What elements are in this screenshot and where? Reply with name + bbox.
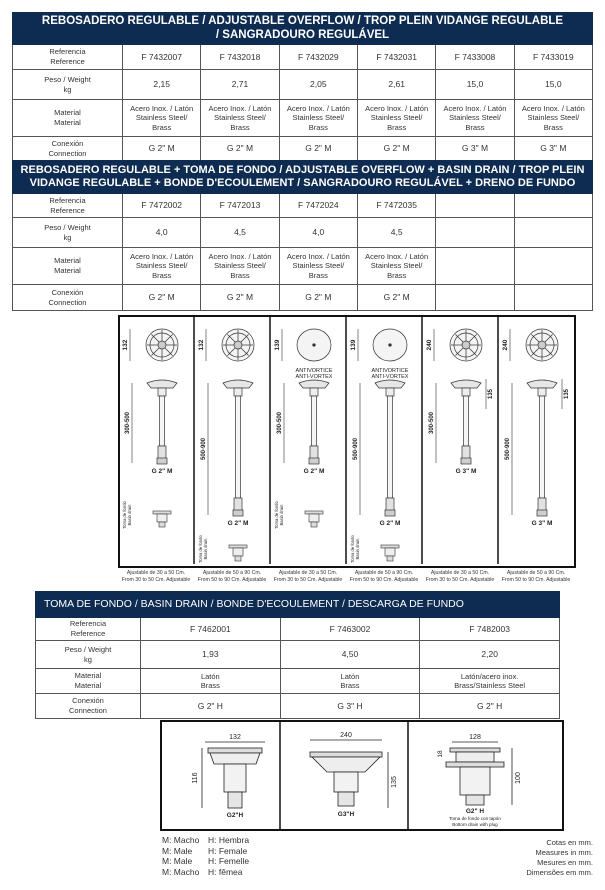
drain-3-side-dim: 100 (515, 772, 522, 784)
grate-hub (462, 341, 470, 349)
side-view (223, 380, 253, 516)
length-label: 300-500 (125, 411, 131, 435)
connection-row (36, 694, 560, 719)
drain-2-top-dim: 240 (340, 732, 352, 739)
drain-body (456, 752, 494, 762)
overflow-spec-table (12, 12, 593, 161)
empty-cell (514, 248, 592, 285)
drain-outlet (311, 522, 317, 527)
drain-neck (224, 764, 246, 792)
legend-row: M: Male H: Female (162, 845, 248, 856)
top-view (373, 329, 407, 361)
drain-neck (157, 514, 167, 522)
connection-cell: G 2" M (279, 137, 357, 161)
material-cell: Latón Brass (280, 669, 420, 694)
connection-cell: G 2" M (357, 285, 435, 311)
reference-cell: F 7472002 (123, 194, 201, 218)
weight-label: Peso / Weight kg (13, 70, 123, 100)
overflow-tube (160, 396, 165, 446)
reference-cell: F 7432018 (201, 45, 279, 70)
connection-label: Conexión Connection (36, 694, 141, 719)
connection-cell: G 3" H (280, 694, 420, 719)
center-dot (313, 344, 316, 347)
connection-cell: G 3" M (436, 137, 514, 161)
drain-neck (309, 514, 319, 522)
overflow-head (375, 380, 405, 388)
overflow-head (527, 380, 557, 388)
material-label: Material Material (13, 100, 123, 137)
weight-row (13, 70, 593, 100)
connection-label: G 2" M (151, 468, 173, 475)
threaded-end (157, 458, 167, 464)
side-dim-label: 135 (564, 388, 570, 400)
drain-1-top-dim: 132 (229, 734, 241, 741)
overflow-collar (234, 388, 242, 396)
drain-grate (450, 748, 500, 752)
weight-cell: 1,93 (141, 641, 281, 669)
connection-label: G 2" M (379, 520, 401, 527)
drain-1-side-dim: 116 (192, 772, 199, 784)
diameter-label: 240 (502, 339, 509, 351)
empty-cell (436, 285, 514, 311)
basin-drain-sketch (305, 511, 323, 527)
drain-grate (310, 752, 382, 757)
length-label: 500-900 (201, 437, 207, 461)
empty-cell (514, 194, 592, 218)
legend-row: M: Male H: Femelle (162, 856, 250, 866)
material-cell: Acero Inox. / Latón Stainless Steel/ Brass (514, 100, 592, 137)
overflow-tube (464, 396, 469, 446)
overflow-panel-5 (422, 315, 494, 564)
material-row (13, 248, 593, 285)
empty-cell (436, 194, 514, 218)
drain-body (312, 757, 380, 772)
overflow-head (147, 380, 177, 388)
material-cell: Acero Inox. / Latón Stainless Steel/ Brass (201, 100, 279, 137)
threaded-end (385, 510, 395, 516)
drain-neck (233, 548, 243, 556)
connection-label: G 2" M (303, 468, 325, 475)
drain-2-connection: G3"H (337, 811, 355, 818)
reference-row (13, 45, 593, 70)
connection-cell: G 2" H (420, 694, 560, 719)
overflow-technical-drawings (118, 315, 576, 568)
empty-cell (514, 285, 592, 311)
material-cell: Acero Inox. / Latón Stainless Steel/ Brass (436, 100, 514, 137)
reference-label: Referencia Reference (36, 618, 141, 641)
title-line-2: / SANGRADOURO REGULÁVEL (215, 28, 390, 41)
length-label: 500-900 (505, 437, 511, 461)
drain-1-drawing (202, 742, 265, 808)
reference-cell: F 7482003 (420, 618, 560, 641)
basin-drain-sketch (381, 545, 399, 561)
drain-flange (305, 511, 323, 514)
drain-label: Basin drain (355, 538, 360, 560)
diameter-label: 132 (122, 339, 129, 351)
weight-cell: 2,20 (420, 641, 560, 669)
adjustment-caption: Ajustable de 30 a 50 Cm. From 30 to 50 Cm. Adjustable (273, 570, 343, 583)
empty-cell (436, 248, 514, 285)
drain-plug (466, 795, 484, 805)
connection-legend (162, 835, 254, 877)
connection-cell: G 2" M (201, 285, 279, 311)
drain-grate (208, 748, 262, 753)
connection-cell: G 3" M (514, 137, 592, 161)
adjustment-caption: Ajustable de 30 a 50 Cm. From 30 to 50 Cm. Adjustable (425, 570, 495, 583)
length-label: 500-900 (353, 437, 359, 461)
adjustment-caption: Ajustable de 50 a 90 Cm. From 50 to 90 Cm. Adjustable (349, 570, 419, 583)
basin-drain-sketch (153, 511, 171, 527)
weight-cell: 4,5 (357, 218, 435, 248)
drain-2-side-dim: 135 (391, 776, 398, 788)
drain-3-note-2: Bottom drain with plug (452, 822, 498, 827)
drain-label: Basin drain (127, 504, 132, 526)
reference-cell: F 7433008 (436, 45, 514, 70)
adjustment-caption: Ajustable de 30 a 50 Cm. From 30 to 50 Cm. Adjustable (121, 570, 191, 583)
threaded-end (233, 510, 243, 516)
material-cell: Acero Inox. / Latón Stainless Steel/ Brass (357, 100, 435, 137)
reference-cell: F 7462001 (141, 618, 281, 641)
weight-cell: 4,0 (279, 218, 357, 248)
length-label: 300-500 (429, 411, 435, 435)
reference-cell: F 7432031 (357, 45, 435, 70)
weight-label: Peso / Weight kg (36, 641, 141, 669)
drain-1-connection: G2"H (226, 812, 244, 819)
diameter-label: 240 (426, 339, 433, 351)
material-row (13, 100, 593, 137)
overflow-panel-1 (122, 329, 178, 529)
weight-cell: 2,15 (123, 70, 201, 100)
material-cell: Acero Inox. / Latón Stainless Steel/ Brass (201, 248, 279, 285)
antivortex-label: ANTI-VORTEX (371, 374, 409, 380)
reference-cell: F 7432029 (279, 45, 357, 70)
material-row (36, 669, 560, 694)
overflow-panel-2 (194, 315, 254, 564)
side-dim-label: 135 (488, 388, 494, 400)
overflow-collar (538, 388, 546, 396)
drain-flange (446, 762, 504, 767)
weight-cell: 4,5 (201, 218, 279, 248)
weight-cell: 15,0 (436, 70, 514, 100)
side-view (527, 380, 557, 516)
drain-neck (385, 548, 395, 556)
drain-3-small-dim: 18 (437, 750, 444, 758)
title-line-2: VIDANGE REGULABLE + BONDE D'ECOULEMENT / SANGRADOURO REGULÁVEL + DRENO DE FUNDO (29, 177, 576, 189)
overflow-table-title (13, 13, 593, 45)
side-view (147, 380, 177, 464)
drain-label: Toma de fondo (350, 535, 355, 563)
grate-hub (234, 341, 242, 349)
overflow-head (299, 380, 329, 388)
drain-technical-drawings (160, 720, 564, 831)
drain-label: Basin drain (203, 538, 208, 560)
side-view (451, 380, 481, 464)
connection-label: G 3" M (531, 520, 553, 527)
drain-outlet (228, 792, 242, 808)
connection-row (13, 137, 593, 161)
drain-body (210, 753, 260, 764)
drain-neck (334, 772, 358, 792)
connection-row (13, 285, 593, 311)
legend-row: M: Macho H: fêmea (162, 866, 243, 877)
drain-flange (153, 511, 171, 514)
diameter-label: 139 (274, 339, 281, 351)
connection-label: G 3" M (455, 468, 477, 475)
drain-label: Toma de fondo (122, 501, 127, 529)
antivortex-label: ANTIVORTICE (295, 368, 333, 374)
reference-row (36, 618, 560, 641)
drain-3-connection: G2" H (465, 808, 485, 815)
overflow-drain-spec-table (12, 160, 593, 311)
material-cell: Latón Brass (141, 669, 281, 694)
overflow-panel-4 (346, 315, 409, 564)
reference-cell: F 7463002 (280, 618, 420, 641)
material-cell: Acero Inox. / Latón Stainless Steel/ Brass (279, 248, 357, 285)
drain-neck (460, 767, 490, 795)
antivortex-label: ANTIVORTICE (371, 368, 409, 374)
overflow-collar (310, 388, 318, 396)
overflow-tube (540, 396, 545, 498)
connection-cell: G 2" M (279, 285, 357, 311)
drain-3-top-dim: 128 (469, 734, 481, 741)
drain-outlet (159, 522, 165, 527)
material-cell: Latón/acero inox. Brass/Stainless Steel (420, 669, 560, 694)
overflow-drain-table-title (13, 161, 593, 194)
drain-flange (229, 545, 247, 548)
weight-cell: 15,0 (514, 70, 592, 100)
material-label: Material Material (36, 669, 141, 694)
connection-label: Conexión Connection (13, 137, 123, 161)
connection-label: Conexión Connection (13, 285, 123, 311)
threaded-end (309, 458, 319, 464)
units-note: Cotas en mm. Measures in mm. Mesures en mm. Dimensões em mm. (526, 838, 593, 877)
connection-cell: G 2" M (123, 137, 201, 161)
overflow-tube (236, 396, 241, 498)
reference-cell: F 7472035 (357, 194, 435, 218)
center-dot (389, 344, 392, 347)
diameter-label: 132 (198, 339, 205, 351)
weight-row (13, 218, 593, 248)
reference-cell: F 7433019 (514, 45, 592, 70)
reference-label: Referencia Reference (13, 194, 123, 218)
material-cell: Acero Inox. / Latón Stainless Steel/ Brass (357, 248, 435, 285)
overflow-collar (462, 388, 470, 396)
drain-outlet (338, 792, 354, 806)
material-cell: Acero Inox. / Latón Stainless Steel/ Brass (123, 248, 201, 285)
top-view (222, 329, 254, 361)
drain-label: Toma de fondo (274, 501, 279, 529)
reference-cell: F 7472013 (201, 194, 279, 218)
drain-outlet (387, 556, 393, 561)
weight-label: Peso / Weight kg (13, 218, 123, 248)
reference-cell: F 7432007 (123, 45, 201, 70)
material-cell: Acero Inox. / Latón Stainless Steel/ Brass (279, 100, 357, 137)
overflow-head (451, 380, 481, 388)
title-line-1: REBOSADERO REGULABLE / ADJUSTABLE OVERFLOW / TROP PLEIN VIDANGE REGULABLE (41, 14, 564, 27)
overflow-panel-3 (270, 315, 333, 564)
weight-cell: 4,0 (123, 218, 201, 248)
reference-cell: F 7472024 (279, 194, 357, 218)
weight-cell: 4,50 (280, 641, 420, 669)
connection-cell: G 2" M (357, 137, 435, 161)
diameter-label: 139 (350, 339, 357, 351)
top-view (450, 329, 482, 361)
overflow-collar (386, 388, 394, 396)
drain-label: Toma de fondo (198, 535, 203, 563)
drain-3-drawing (446, 742, 512, 805)
material-label: Material Material (13, 248, 123, 285)
title-line-1: REBOSADERO REGULABLE + TOMA DE FONDO / ADJUSTABLE OVERFLOW + BASIN DRAIN / TROP PLEIN (20, 163, 585, 176)
drain-2-drawing (310, 740, 388, 808)
top-view (146, 329, 178, 361)
side-view (299, 380, 329, 464)
material-cell: Acero Inox. / Latón Stainless Steel/ Brass (123, 100, 201, 137)
empty-cell (514, 218, 592, 248)
drain-flange (381, 545, 399, 548)
weight-row (36, 641, 560, 669)
overflow-panel-6 (498, 315, 570, 564)
antivortex-label: ANTI-VORTEX (295, 374, 333, 380)
drain-3-note-1: Toma de fondo con tapón (449, 816, 501, 821)
empty-cell (436, 218, 514, 248)
threaded-end (461, 458, 471, 464)
legend-row: M: Macho H: Hembra (162, 835, 250, 845)
grate-hub (158, 341, 166, 349)
connection-cell: G 2" M (201, 137, 279, 161)
basin-drain-spec-table (35, 591, 560, 719)
basin-drain-table-title: TOMA DE FONDO / BASIN DRAIN / BONDE D'ECOULEMENT / DESCARGA DE FUNDO (36, 592, 560, 618)
reference-label: Referencia Reference (13, 45, 123, 70)
overflow-tube (312, 396, 317, 446)
connection-cell: G 2" M (123, 285, 201, 311)
weight-cell: 2,05 (279, 70, 357, 100)
connection-label: G 2" M (227, 520, 249, 527)
overflow-head (223, 380, 253, 388)
grate-hub (538, 341, 546, 349)
weight-cell: 2,71 (201, 70, 279, 100)
top-view (297, 329, 331, 361)
drain-outlet (235, 556, 241, 561)
overflow-collar (158, 388, 166, 396)
weight-cell: 2,61 (357, 70, 435, 100)
length-label: 300-500 (277, 411, 283, 435)
connection-cell: G 2" H (141, 694, 281, 719)
side-view (375, 380, 405, 516)
basin-drain-sketch (229, 545, 247, 561)
overflow-tube (388, 396, 393, 498)
drain-label: Basin drain (279, 504, 284, 526)
reference-row (13, 194, 593, 218)
adjustment-caption: Ajustable de 50 a 90 Cm. From 50 to 90 Cm. Adjustable (501, 570, 571, 583)
top-view (526, 329, 558, 361)
threaded-end (537, 510, 547, 516)
adjustment-caption: Ajustable de 50 a 90 Cm. From 50 to 90 Cm. Adjustable (197, 570, 267, 583)
